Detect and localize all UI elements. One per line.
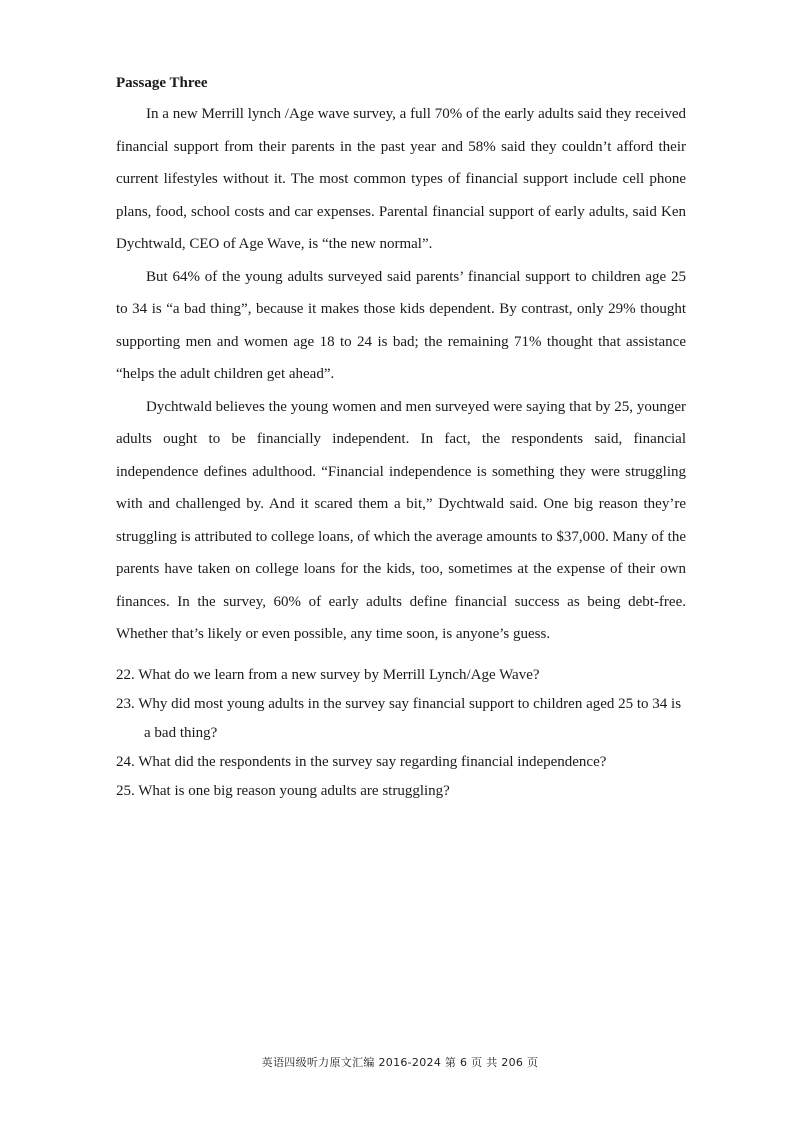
- question-24: 24. What did the respondents in the survey say regarding financial independence?: [116, 753, 607, 770]
- paragraph-1: In a new Merrill lynch /Age wave survey, a full 70% of the early adults said they received financial support from their parents in the past year and 58% said they couldn’t afford their current lifestyles without it. The most common types of financial support include cell phone plans, food, school costs and car expenses. Parental financial support of early adults, said Ken Dychtwald, CEO of Age Wave, is “the new normal”.: [116, 106, 686, 252]
- passage-title: Passage Three: [116, 75, 208, 91]
- question-25: 25. What is one big reason young adults are struggling?: [116, 782, 450, 799]
- paragraph-2: But 64% of the young adults surveyed said parents’ financial support to children age 25 to 34 is “a bad thing”, because it makes those kids dependent. By contrast, only 29% thought supporting men and women age 18 to 24 is bad; the remaining 71% thought that assistance “helps the adult children get ahead”.: [116, 268, 686, 382]
- question-list: [116, 661, 686, 806]
- question-22: 22. What do we learn from a new survey by Merrill Lynch/Age Wave?: [116, 666, 540, 683]
- document-body: [116, 72, 686, 806]
- question-23: 23. Why did most young adults in the survey say financial support to children aged 25 to 34 is a bad thing?: [116, 695, 682, 741]
- page-footer: 英语四级听力原文汇编 2016-2024 第 6 页 共 206 页: [261, 1056, 539, 1069]
- paragraph-3: Dychtwald believes the young women and men surveyed were saying that by 25, younger adults ought to be financially independent. In fact, the respondents said, financial independence defines adulthood. “Financial independence is something they were struggling with and challenged by. And it scared them a bit,” Dychtwald said. One big reason they’re struggling is attributed to college loans, of which the average amounts to $37,000. Many of the parents have taken on college loans for the kids, too, sometimes at the expense of their own finances. In the survey, 60% of early adults define financial success as being debt-free. Whether that’s likely or even possible, any time soon, is anyone’s guess.: [116, 398, 686, 642]
